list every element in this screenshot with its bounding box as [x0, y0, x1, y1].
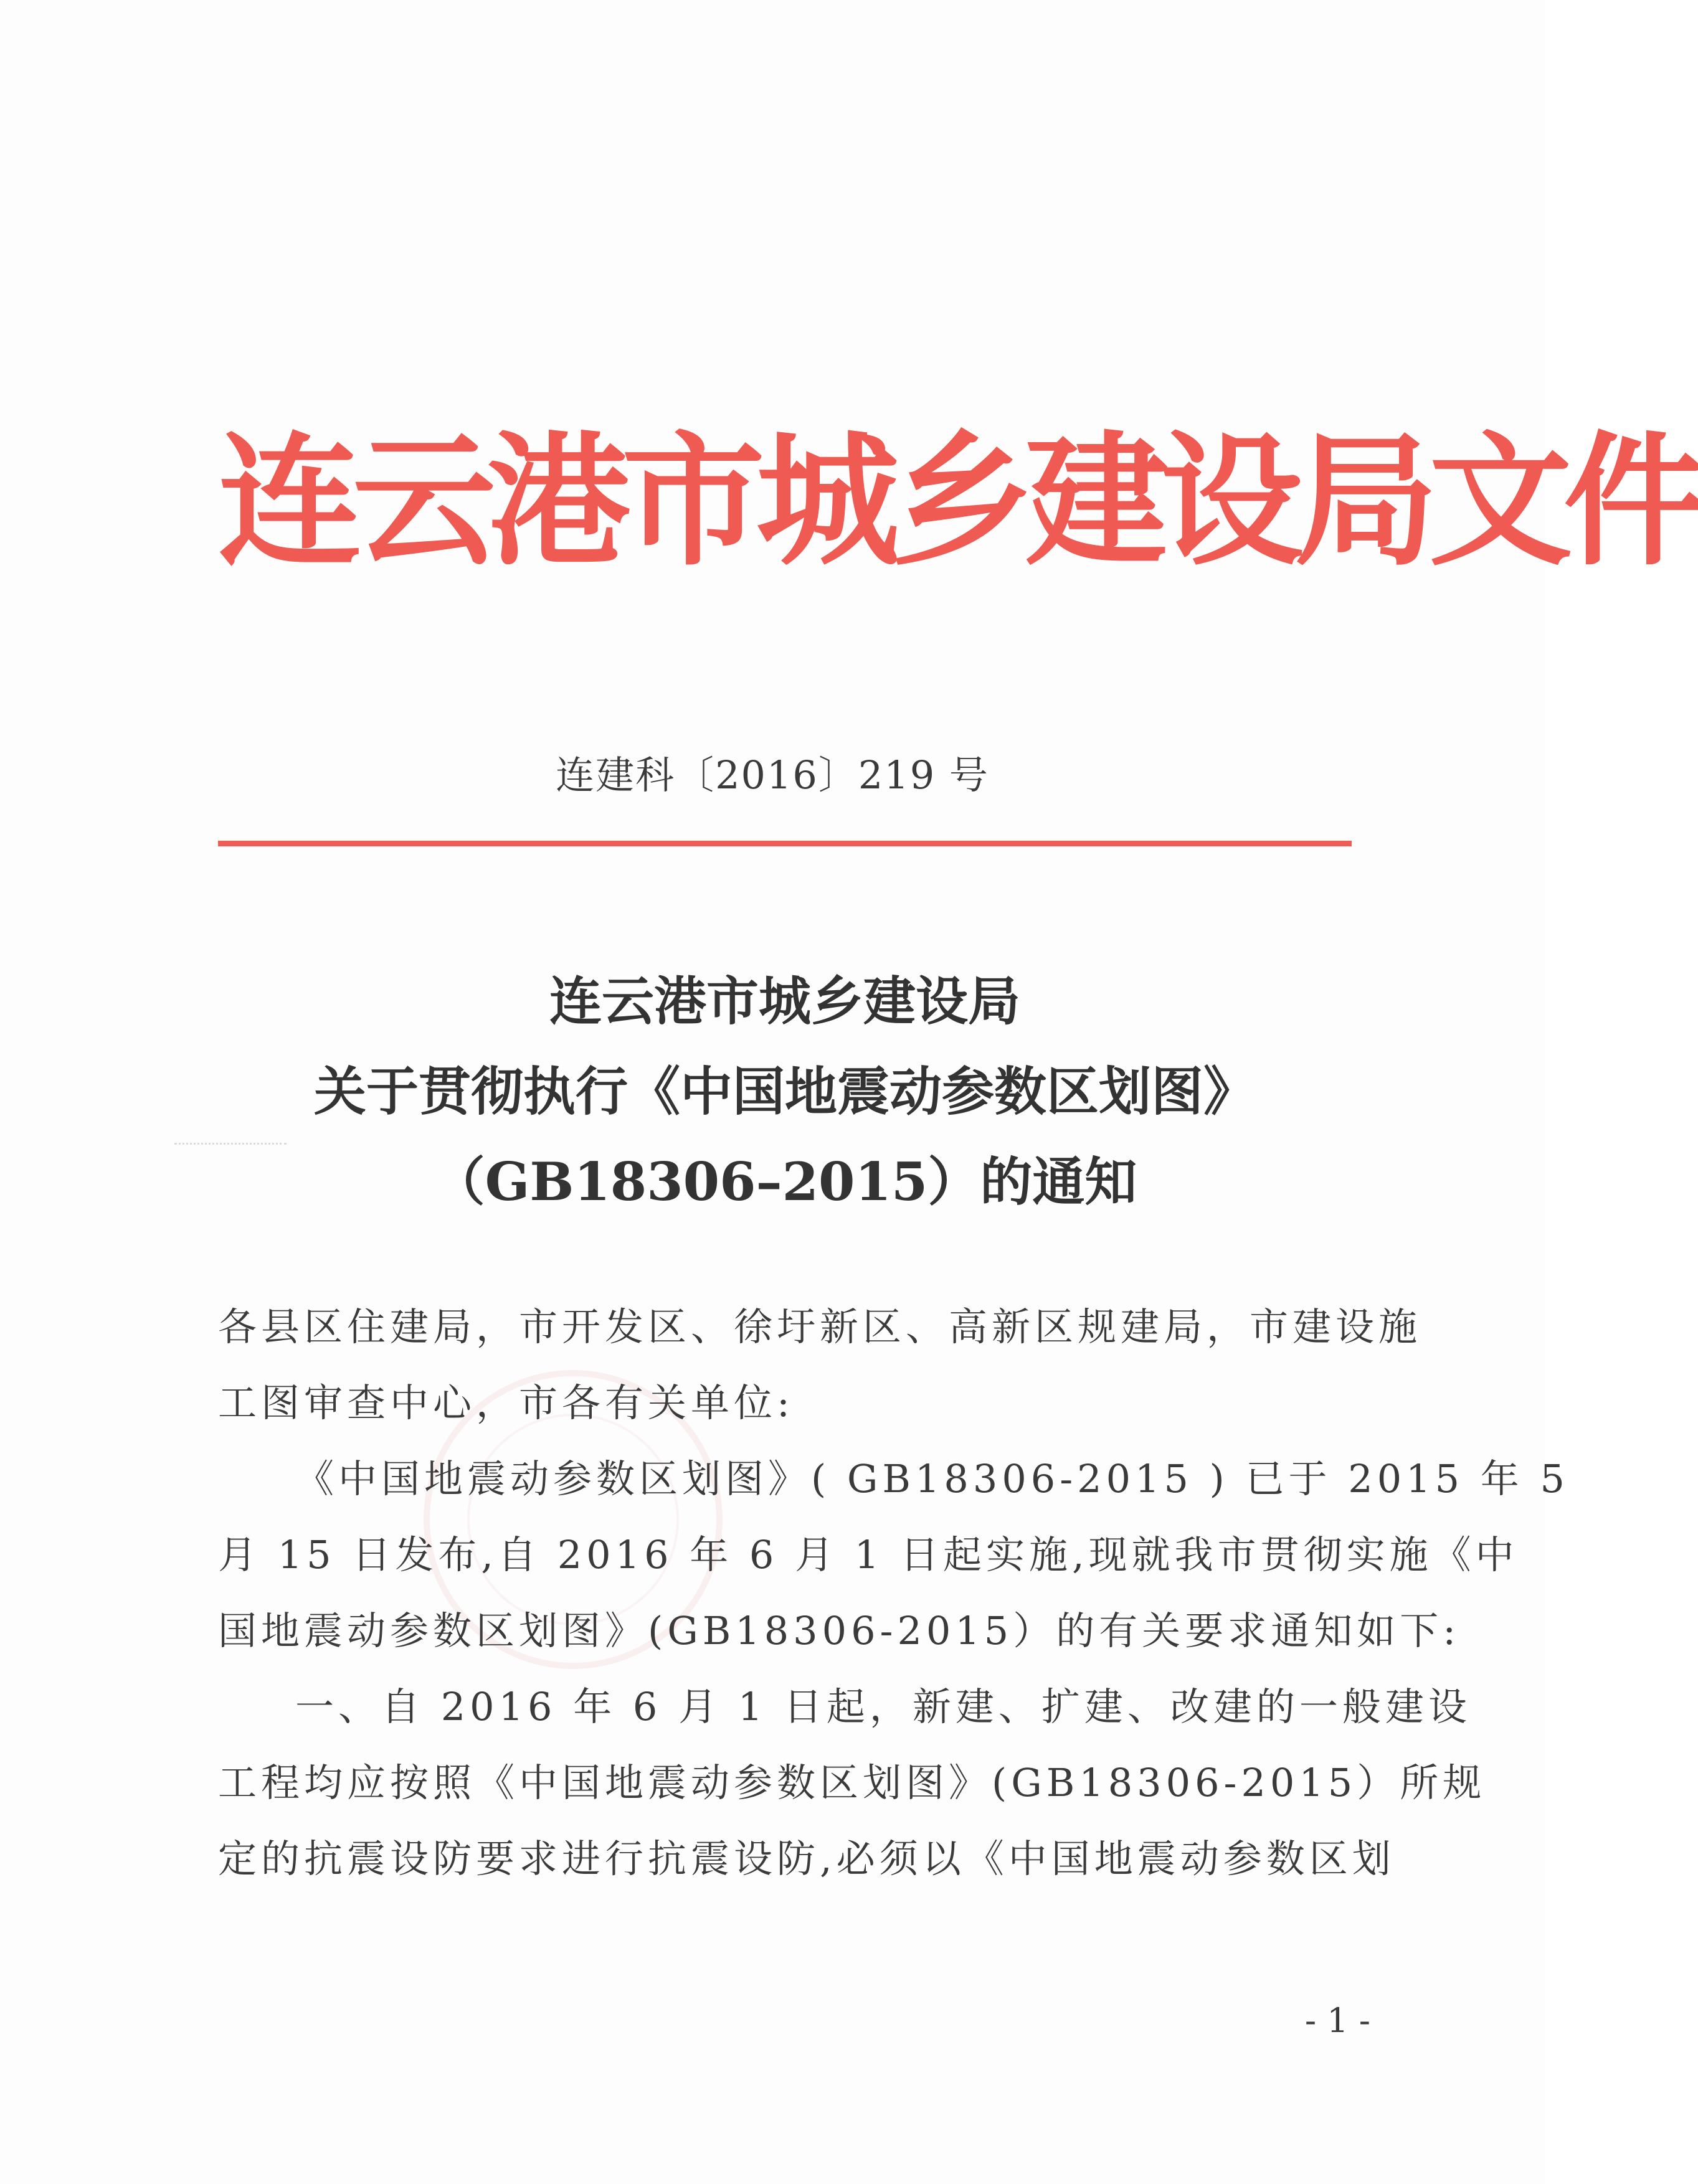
notice-body [218, 1289, 1569, 1897]
masthead-title: 连云港市城乡建设局文件 [218, 417, 1698, 585]
title-line-standard: （GB18306–2015）的通知 [432, 1151, 1137, 1213]
red-divider-rule [218, 841, 1352, 846]
scan-artifact [174, 1143, 287, 1148]
body-line-paragraph1-1: 《中国地震动参数区划图》( GB18306-2015 ) 已于 2015 年 5 [295, 1456, 1569, 1501]
notice-title [218, 956, 1352, 1227]
body-line-addressees-2: 工图审查中心，市各有关单位: [218, 1380, 794, 1425]
body-line-addressees-1: 各县区住建局，市开发区、徐圩新区、高新区规建局，市建设施 [218, 1304, 1422, 1350]
body-line-item1-2: 工程均应按照《中国地震动参数区划图》(GB18306-2015）所规 [218, 1760, 1486, 1805]
body-line-paragraph1-3: 国地震动参数区划图》(GB18306-2015）的有关要求通知如下: [218, 1608, 1461, 1653]
title-line-issuer: 连云港市城乡建设局 [549, 970, 1020, 1032]
body-line-item1-3: 定的抗震设防要求进行抗震设防,必须以《中国地震动参数区划 [218, 1836, 1395, 1881]
document-number: 连建科〔2016〕219 号 [556, 752, 989, 798]
body-line-item1-1: 一、自 2016 年 6 月 1 日起，新建、扩建、改建的一般建设 [295, 1684, 1471, 1729]
body-line-paragraph1-2: 月 15 日发布,自 2016 年 6 月 1 日起实施,现就我市贯彻实施《中 [218, 1532, 1519, 1577]
title-line-subject: 关于贯彻执行《中国地震动参数区划图》 [313, 1061, 1256, 1122]
page-number: - 1 - [1304, 2001, 1370, 2040]
